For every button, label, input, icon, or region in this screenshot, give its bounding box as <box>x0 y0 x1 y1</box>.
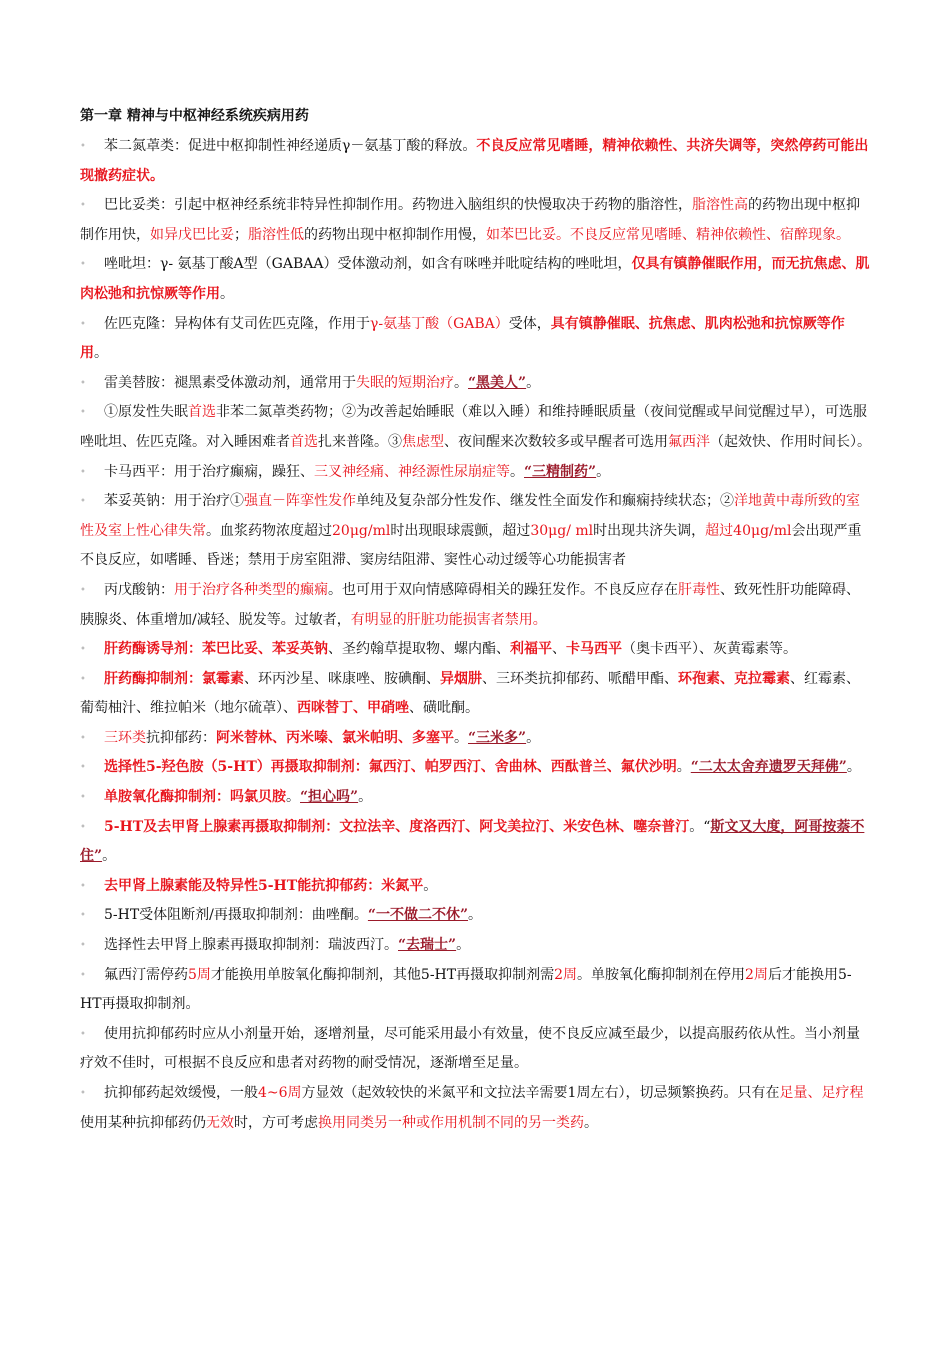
mnemonic-text: “去瑞士” <box>398 937 457 954</box>
body-text: 卡马西平：用于治疗癫痫，躁狂、 <box>104 463 314 480</box>
bullet-paragraph <box>80 398 872 457</box>
highlight-text: 利福平 <box>510 641 552 658</box>
highlight-text: 用于治疗各种类型的癫痫 <box>174 581 328 598</box>
mnemonic-text: 斯文又大度，阿哥按萘不住” <box>80 818 865 865</box>
highlight-text: 具有镇静催眠、抗焦虑、肌肉松弛和抗惊厥等作用 <box>80 315 845 362</box>
highlight-text: 肝药酶诱导剂：苯巴比妥、苯妥英钠 <box>104 641 328 658</box>
body-text: 抗抑郁药： <box>146 729 216 746</box>
body-text: 、圣约翰草提取物、螺内酯、 <box>328 641 510 658</box>
body-text: 、磺吡酮。 <box>409 700 479 717</box>
bullet-icon: • <box>80 200 86 212</box>
bullet-icon: • <box>80 318 86 330</box>
body-text: 使用抗抑郁药时应从小剂量开始，逐增剂量，尽可能采用最小有效量，使不良反应减至最少，以提高服药依从性。当小剂量疗效不佳时，可根据不良反应和患者对药物的耐受情况，逐渐增至足量。 <box>80 1025 860 1072</box>
mnemonic-text: “担心吗” <box>300 789 359 806</box>
chapter-title: 第一章 精神与中枢神经系统疾病用药 <box>80 108 309 124</box>
body-text: 。 <box>584 1114 598 1131</box>
bullet-paragraph <box>80 369 872 399</box>
bullet-paragraph <box>80 132 872 191</box>
highlight-text: 脂溶性低 <box>248 226 304 243</box>
bullet-icon: • <box>80 732 86 744</box>
highlight-text: 环孢素、克拉霉素 <box>678 670 790 687</box>
body-text: 。 <box>102 848 117 865</box>
body-text: 、三环类抗抑郁药、哌醋甲酯、 <box>482 670 678 687</box>
highlight-text: 单胺氧化酶抑制剂：吗氯贝胺 <box>104 789 286 806</box>
body-text: （奥卡西平）、灰黄霉素等。 <box>622 641 797 658</box>
bullet-icon: • <box>80 1028 86 1040</box>
highlight-text: 洋地黄中毒所致的室性及室上性心律失常 <box>80 493 860 539</box>
bullet-paragraph <box>80 487 872 576</box>
bullet-icon: • <box>80 762 86 774</box>
bullet-icon: • <box>80 259 86 271</box>
bullet-icon: • <box>80 466 86 478</box>
body-text: 方显效（起效较快的米氮平和文拉法辛需要1周左右），切忌频繁换药。只有在 <box>301 1085 780 1101</box>
body-text: 。 <box>526 374 541 391</box>
body-text: 。 <box>526 729 541 746</box>
body-text: 丙戊酸钠： <box>104 581 174 598</box>
body-text: 氟西汀需停药 <box>104 966 188 983</box>
body-text: 、红霉素、葡萄柚汁、维拉帕米（地尔硫䓬）、 <box>80 670 860 717</box>
highlight-text: 肝毒性 <box>678 581 720 598</box>
bullet-paragraph <box>80 753 872 783</box>
body-text: 。 <box>423 877 438 894</box>
bullet-icon: • <box>80 407 86 419</box>
bullet-paragraph <box>80 665 872 724</box>
body-text: 才能换用单胺氧化酶抑制剂，其他5-HT再摄取抑制剂需 <box>210 966 555 983</box>
highlight-text: 如异戊巴比妥 <box>150 226 234 243</box>
highlight-text: 三环类 <box>104 729 146 746</box>
bullet-icon: • <box>80 141 86 152</box>
mnemonic-text: “三精制药” <box>524 463 597 480</box>
highlight-text: 足量、足疗程 <box>779 1085 864 1101</box>
body-text: 时，方可考虑 <box>234 1114 318 1131</box>
body-text: 。 <box>846 759 861 776</box>
bullet-icon: • <box>80 792 86 804</box>
bullet-icon: • <box>80 1088 86 1099</box>
body-text: 佐匹克隆：异构体有艾司佐匹克隆，作用于 <box>104 315 370 332</box>
body-text: 选择性去甲肾上腺素再摄取抑制剂：瑞波西汀。 <box>104 937 398 954</box>
body-text: 受体， <box>508 315 551 332</box>
highlight-text: 2周 <box>554 966 578 983</box>
bullet-icon: • <box>80 880 86 892</box>
body-text: ； <box>234 226 248 243</box>
bullet-paragraph <box>80 901 872 931</box>
highlight-text: 2周 <box>745 966 768 983</box>
highlight-text: 氟西泮 <box>668 433 710 450</box>
bullet-icon: • <box>80 910 86 922</box>
highlight-text: 异烟肼 <box>440 670 482 687</box>
body-text: 抗抑郁药起效缓慢，一般 <box>104 1085 258 1101</box>
highlight-text: 超过40μg/ml <box>705 522 792 539</box>
bullet-paragraph <box>80 1020 872 1079</box>
highlight-text: 首选 <box>290 433 318 450</box>
highlight-text: γ-氨基丁酸（GABA） <box>370 315 509 332</box>
body-text: 苯二氮䓬类：促进中枢抑制性神经递质γ－氨基丁酸的释放。 <box>104 138 477 154</box>
body-text: 。 <box>468 907 483 924</box>
highlight-text: 无效 <box>206 1114 234 1131</box>
bullet-paragraph <box>80 191 872 250</box>
mnemonic-text: “二太太舍弃遗罗天拜佛” <box>690 759 847 776</box>
highlight-text: 20μg/ml <box>332 522 391 539</box>
body-text: 雷美替胺：褪黑素受体激动剂，通常用于 <box>104 374 356 391</box>
bullet-icon: • <box>80 969 86 981</box>
body-text: 苯妥英钠：用于治疗① <box>104 493 244 510</box>
bullet-paragraph <box>80 250 872 309</box>
highlight-text: 卡马西平 <box>566 641 622 658</box>
bullet-paragraph <box>80 1079 872 1138</box>
bullet-paragraph <box>80 310 872 369</box>
bullet-paragraph <box>80 635 872 665</box>
body-text: 、 <box>552 641 566 658</box>
body-text: 、夜间醒来次数较多或早醒者可选用 <box>444 433 668 450</box>
highlight-text: 不良反应常见嗜睡，精神依赖性、共济失调等，突然停药可能出现撤药症状。 <box>80 138 869 184</box>
body-text: 5-HT受体阻断剂/再摄取抑制剂：曲唑酮。 <box>104 907 368 924</box>
bullet-paragraph <box>80 813 872 872</box>
highlight-text: 焦虑型 <box>402 433 444 450</box>
body-text: 单纯及复杂部分性发作、继发性全面发作和癫痫持续状态；② <box>356 493 734 510</box>
bullet-paragraph <box>80 872 872 902</box>
bullet-paragraph <box>80 458 872 488</box>
highlight-text: 失眠的短期治疗 <box>356 374 454 391</box>
body-text: 时出现眼球震颤，超过 <box>390 522 531 539</box>
bullet-paragraph <box>80 783 872 813</box>
body-text: 唑吡坦：γ- 氨基丁酸A型（GABAA）受体激动剂，如含有咪唑并吡啶结构的唑吡坦， <box>104 256 632 273</box>
body-text: （起效快、作用时间长）。 <box>710 433 871 450</box>
body-text: ①原发性失眠 <box>104 404 188 421</box>
bullet-paragraph <box>80 724 872 754</box>
body-text: 使用某种抗抑郁药仍 <box>80 1114 206 1131</box>
body-text: 、环丙沙星、咪康唑、胺碘酮、 <box>244 670 440 687</box>
body-text: 的药物出现中枢抑制作用快， <box>80 197 860 243</box>
bullet-icon: • <box>80 496 86 508</box>
body-text: 。 <box>220 285 234 302</box>
mnemonic-text: “黑美人” <box>468 374 527 391</box>
body-text: 的药物出现中枢抑制作用慢， <box>304 226 486 243</box>
bullet-icon: • <box>80 940 86 952</box>
body-text: 、致死性肝功能障碍、胰腺炎、体重增加/减轻、脱发等。过敏者， <box>80 581 860 628</box>
body-text: 。“ <box>689 818 711 835</box>
body-text: 。血浆药物浓度超过 <box>206 522 332 539</box>
highlight-text: 西咪替丁、甲硝唑 <box>297 700 409 717</box>
body-text: 非苯二氮䓬类药物；②为改善起始睡眠（难以入睡）和维持睡眠质量（夜间觉醒或早间觉醒过早），可选服唑吡坦、佐匹克隆。对入睡困难者 <box>80 404 867 450</box>
highlight-text: 仅具有镇静催眠作用，而无抗焦虑、肌肉松弛和抗惊厥等作用 <box>80 256 870 302</box>
body-text: 扎来普隆。③ <box>318 433 402 450</box>
bullet-icon: • <box>80 377 86 389</box>
body-text: 时出现共济失调， <box>593 522 706 539</box>
body-text: 。单胺氧化酶抑制剂在停用 <box>577 966 746 983</box>
mnemonic-text: “一不做二不休” <box>367 907 469 924</box>
document-page <box>80 102 872 1138</box>
body-text: 巴比妥类：引起中枢神经系统非特异性抑制作用。药物进入脑组织的快慢取决于药物的脂溶性， <box>104 197 692 214</box>
bullet-icon: • <box>80 821 86 833</box>
highlight-text: 三叉神经痛、神经源性尿崩症等 <box>314 463 510 480</box>
body-text: 。 <box>358 789 373 806</box>
body-text: 。 <box>454 729 468 746</box>
highlight-text: 如苯巴比妥。不良反应常见嗜睡、精神依赖性、宿醉现象。 <box>486 226 850 243</box>
body-text: 会出现严重不良反应，如嗜睡、昏迷；禁用于房室阻滞、窦房结阻滞、窦性心动过缓等心功能损害者 <box>80 522 862 569</box>
bullet-paragraph <box>80 576 872 635</box>
body-text: 。也可用于双向情感障碍相关的躁狂发作。不良反应存在 <box>328 581 678 598</box>
highlight-text: 肝药酶抑制剂：氯霉素 <box>104 670 244 687</box>
highlight-text: 选择性5-羟色胺（5-HT）再摄取抑制剂：氟西汀、帕罗西汀、舍曲林、西酞普兰、氟伏沙明 <box>104 759 677 776</box>
body-text: 。 <box>286 789 300 806</box>
bullet-icon: • <box>80 673 86 685</box>
body-text: 。 <box>596 463 611 480</box>
body-text: 。 <box>454 374 468 391</box>
highlight-text: 有明显的肝脏功能损害者禁用。 <box>350 611 547 628</box>
mnemonic-text: “三米多” <box>468 729 527 746</box>
highlight-text: 脂溶性高 <box>692 197 748 214</box>
bullet-paragraph <box>80 931 872 961</box>
body-text: 。 <box>510 463 524 480</box>
body-text: 。 <box>94 345 108 362</box>
highlight-text: 5-HT及去甲肾上腺素再摄取抑制剂：文拉法辛、度洛西汀、阿戈美拉汀、米安色林、噻奈普汀 <box>104 818 690 835</box>
highlight-text: 5周 <box>188 966 211 983</box>
bullet-icon: • <box>80 644 86 656</box>
body-text: 后才能换用5-HT再摄取抑制剂。 <box>80 966 852 1013</box>
body-text: 。 <box>456 937 471 954</box>
highlight-text: 去甲肾上腺素能及特异性5-HT能抗抑郁药：米氮平 <box>104 877 424 894</box>
body-text: 。 <box>676 759 691 776</box>
highlight-text: 阿米替林、丙米嗪、氯米帕明、多塞平 <box>216 729 454 746</box>
highlight-text: 首选 <box>188 404 216 421</box>
bullet-icon: • <box>80 584 86 596</box>
highlight-text: 强直－阵挛性发作 <box>244 493 356 510</box>
highlight-text: 30μg/ ml <box>530 522 594 539</box>
bullet-paragraph <box>80 961 872 1020</box>
highlight-text: 4~6周 <box>258 1085 302 1101</box>
highlight-text: 换用同类另一种或作用机制不同的另一类药 <box>318 1114 584 1131</box>
document-body <box>80 132 872 1138</box>
